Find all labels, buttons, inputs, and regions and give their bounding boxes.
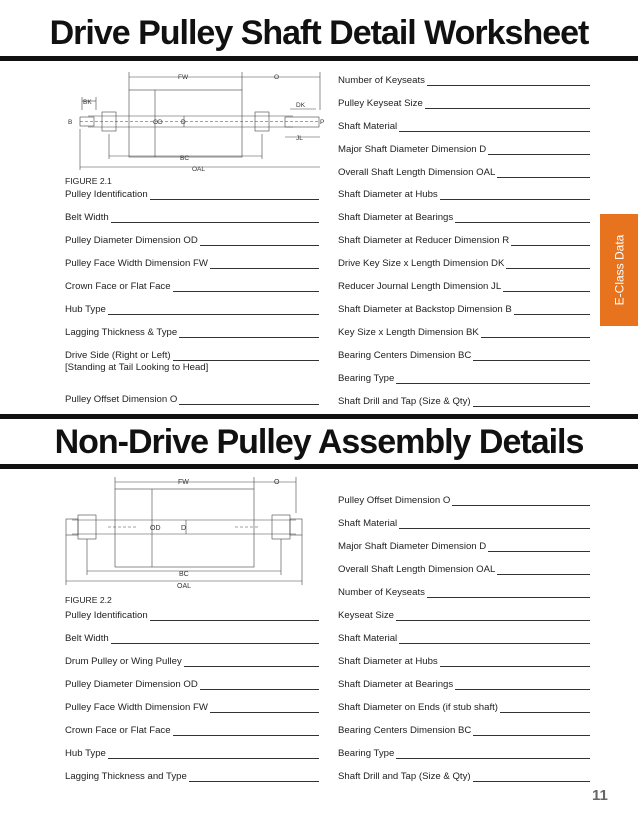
- field-pulley-diameter[interactable]: Pulley Diameter Dimension OD: [65, 235, 319, 246]
- dim-b: B: [68, 119, 73, 126]
- field-reducer-journal-length[interactable]: Reducer Journal Length Dimension JL: [338, 281, 590, 292]
- dim-d-2: D: [181, 525, 187, 532]
- field-nd-shaft-drill-tap[interactable]: Shaft Drill and Tap (Size & Qty): [338, 771, 590, 782]
- dim-od: OD: [153, 119, 163, 126]
- dim-bk: BK: [83, 99, 92, 106]
- drive-pulley-diagram: [60, 64, 332, 176]
- field-overall-shaft-length[interactable]: Overall Shaft Length Dimension OAL: [338, 167, 590, 178]
- field-major-shaft-diameter[interactable]: Major Shaft Diameter Dimension D: [338, 144, 590, 155]
- field-nd-keyseat-size[interactable]: Keyseat Size: [338, 610, 590, 621]
- field-shaft-material[interactable]: Shaft Material: [338, 121, 590, 132]
- figure-2-2-label: FIGURE 2.2: [65, 595, 112, 605]
- dim-fw: FW: [178, 74, 189, 81]
- field-shaft-diameter-backstop[interactable]: Shaft Diameter at Backstop Dimension B: [338, 304, 590, 315]
- field-lagging[interactable]: Lagging Thickness & Type: [65, 327, 319, 338]
- field-nd-lagging[interactable]: Lagging Thickness and Type: [65, 771, 319, 782]
- page-number: 11: [592, 787, 608, 804]
- non-drive-pulley-diagram: [60, 473, 310, 595]
- dim-d: D: [181, 119, 186, 126]
- dim-jl: JL: [296, 135, 303, 142]
- dim-fw-2: FW: [178, 479, 189, 486]
- field-nd-face-width[interactable]: Pulley Face Width Dimension FW: [65, 702, 319, 713]
- figure-2-1-label: FIGURE 2.1: [65, 176, 112, 186]
- e-class-data-tab[interactable]: [600, 214, 638, 326]
- field-pulley-offset[interactable]: Pulley Offset Dimension O: [65, 394, 319, 405]
- field-bearing-type[interactable]: Bearing Type: [338, 373, 590, 384]
- field-belt-width[interactable]: Belt Width: [65, 212, 319, 223]
- field-key-size-bk[interactable]: Key Size x Length Dimension BK: [338, 327, 590, 338]
- dim-bc-2: BC: [179, 571, 189, 578]
- field-shaft-diameter-reducer[interactable]: Shaft Diameter at Reducer Dimension R: [338, 235, 590, 246]
- tab-label: E-Class Data: [612, 234, 626, 306]
- field-nd-hub-type[interactable]: Hub Type: [65, 748, 319, 759]
- field-nd-drum-or-wing[interactable]: Drum Pulley or Wing Pulley: [65, 656, 319, 667]
- field-nd-shaft-material[interactable]: Shaft Material: [338, 518, 590, 529]
- field-shaft-drill-tap[interactable]: Shaft Drill and Tap (Size & Qty): [338, 396, 590, 407]
- field-nd-pulley-identification[interactable]: Pulley Identification: [65, 610, 319, 621]
- field-nd-pulley-diameter[interactable]: Pulley Diameter Dimension OD: [65, 679, 319, 690]
- dim-dk: DK: [296, 102, 306, 109]
- field-hub-type[interactable]: Hub Type: [65, 304, 319, 315]
- field-drive-key-size[interactable]: Drive Key Size x Length Dimension DK: [338, 258, 590, 269]
- dim-o: O: [274, 74, 280, 81]
- field-crown-face[interactable]: Crown Face or Flat Face: [65, 281, 319, 292]
- field-nd-overall-shaft-length[interactable]: Overall Shaft Length Dimension OAL: [338, 564, 590, 575]
- dim-oal: OAL: [192, 166, 206, 173]
- field-nd-crown-face[interactable]: Crown Face or Flat Face: [65, 725, 319, 736]
- field-drive-side[interactable]: Drive Side (Right or Left): [65, 350, 319, 361]
- field-nd-bearing-centers[interactable]: Bearing Centers Dimension BC: [338, 725, 590, 736]
- field-number-of-keyseats[interactable]: Number of Keyseats: [338, 75, 590, 86]
- field-bearing-centers[interactable]: Bearing Centers Dimension BC: [338, 350, 590, 361]
- dim-oal-2: OAL: [177, 583, 192, 590]
- field-nd-shaft-diameter-hubs[interactable]: Shaft Diameter at Hubs: [338, 656, 590, 667]
- dim-od-2: OD: [150, 525, 161, 532]
- title-rule: [0, 56, 638, 61]
- drive-side-note: [Standing at Tail Looking to Head]: [65, 362, 209, 373]
- field-shaft-diameter-hubs[interactable]: Shaft Diameter at Hubs: [338, 189, 590, 200]
- field-shaft-diameter-bearings[interactable]: Shaft Diameter at Bearings: [338, 212, 590, 223]
- field-nd-bearing-type[interactable]: Bearing Type: [338, 748, 590, 759]
- field-nd-belt-width[interactable]: Belt Width: [65, 633, 319, 644]
- dim-bc: BC: [180, 155, 190, 162]
- field-pulley-keyseat-size[interactable]: Pulley Keyseat Size: [338, 98, 590, 109]
- field-nd-shaft-material-2[interactable]: Shaft Material: [338, 633, 590, 644]
- section-divider: [0, 414, 638, 419]
- section-title-rule: [0, 464, 638, 469]
- field-nd-major-shaft-diameter[interactable]: Major Shaft Diameter Dimension D: [338, 541, 590, 552]
- section-title: Non-Drive Pulley Assembly Details: [54, 423, 584, 461]
- page-title: Drive Pulley Shaft Detail Worksheet: [49, 14, 589, 52]
- field-nd-shaft-diameter-bearings[interactable]: Shaft Diameter at Bearings: [338, 679, 590, 690]
- field-nd-pulley-offset[interactable]: Pulley Offset Dimension O: [338, 495, 590, 506]
- field-nd-shaft-diameter-ends[interactable]: Shaft Diameter on Ends (if stub shaft): [338, 702, 590, 713]
- field-nd-number-of-keyseats[interactable]: Number of Keyseats: [338, 587, 590, 598]
- field-pulley-identification[interactable]: Pulley Identification: [65, 189, 319, 200]
- dim-p: P: [320, 119, 325, 126]
- dim-o-2: O: [274, 479, 280, 486]
- field-pulley-face-width[interactable]: Pulley Face Width Dimension FW: [65, 258, 319, 269]
